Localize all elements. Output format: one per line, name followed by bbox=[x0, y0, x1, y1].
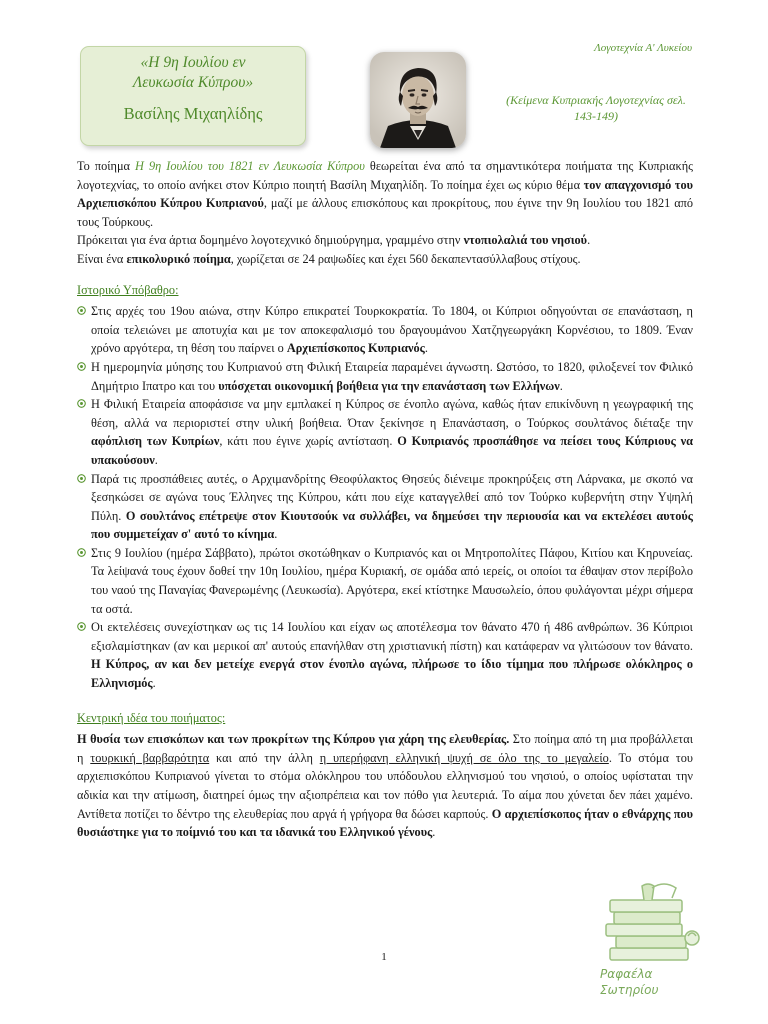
intro-paragraph-3: Είναι ένα επικολυρικό ποίημα, χωρίζεται σε 24 ραψωδίες και έχει 560 δεκαπεντασύλλαβους στίχους. bbox=[77, 251, 581, 266]
course-label: Λογοτεχνία Α' Λυκείου bbox=[594, 42, 692, 54]
intro-paragraph-2: Πρόκειται για ένα άρτια δομημένο λογοτεχνικό δημιούργημα, γραμμένο στην ντοπιολαλιά του νησιού. bbox=[77, 233, 591, 248]
title-box bbox=[80, 46, 306, 146]
poem-author: Βασίλης Μιχαηλίδης bbox=[123, 104, 263, 123]
intro-paragraph-1: Το ποίημα Η 9η Ιουλίου του 1821 εν Λευκωσία Κύπρου θεωρείται ένα από τα σημαντικότερα ποιήματα της Κυπριακής λογοτεχνίας, το οποίο ανήκει στον Κύπριο ποιητή Βασίλη Μιχαηλίδη. Το ποίημα έχει ως κύριο θέμα τον απαγχονισμό του Αρχιεπισκόπου Κύπρου Κυπριανού, μαζί με άλλους επισκόπους και προκρίτους, που έγινε την 9η Ιουλίου του 1821 από τους Τούρκους. bbox=[77, 159, 694, 229]
flower-bullet-icon bbox=[77, 622, 86, 631]
document-body bbox=[77, 157, 693, 842]
author-watermark bbox=[592, 878, 718, 1008]
watermark-name: Ραφαέλα Σωτηρίου bbox=[600, 967, 659, 997]
portrait-image bbox=[370, 52, 466, 148]
history-heading: Ιστορικό Υπόβαθρο: bbox=[77, 282, 179, 297]
flower-bullet-icon bbox=[77, 548, 86, 557]
list-item: Στις 9 Ιουλίου (ημέρα Σάββατο), πρώτοι σκοτώθηκαν ο Κυπριανός και οι Μητροπολίτες Πάφου, Κιτίου και Κηρυνείας. Τα λείψανά τους έχουν δοθεί την 10η Ιουλίου, ημέρα Κυριακή, σε ομάδα από ιερείς, οι οποίοι τα έθαψαν στον περίβολο του ναού της Παναγίας Φανερωμένης (Λευκωσία). Αργότερα, εκεί κτίστηκε Μαυσωλείο, όπου φυλάγονται μέχρι σήμερα τα οστά. bbox=[77, 544, 693, 618]
list-item: Οι εκτελέσεις συνεχίστηκαν ως τις 14 Ιουλίου και είχαν ως αποτέλεσμα τον θάνατο 470 ή 486 ανθρώπων. 36 Κύπριοι εξισλαμίστηκαν (αν και μερικοί απ' αυτούς επανήλθαν στη χριστιανική πίστη) και κατάφεραν να γλιτώσουν τον θάνατο. Η Κύπρος, αν και δεν μετείχε ενεργά στον ένοπλο αγώνα, πλήρωσε το ίδιο τίμημα που πλήρωσε ολόκληρος ο Ελληνισμός. bbox=[77, 618, 693, 692]
poem-title-line2: Λευκωσία Κύπρου» bbox=[132, 74, 254, 91]
central-idea-paragraph: Η θυσία των επισκόπων και των προκρίτων της Κύπρου για χάρη της ελευθερίας. Στο ποίημα από τη μια προβάλλεται η τουρκική βαρβαρότητα και από την άλλη η υπερήφανη ελληνική ψυχή σε όλο της το μεγαλείο. Το στόμα του αρχιεπισκόπου Κυπριανού γίνεται το στόμα ολόκληρου του υπόδουλου ελληνισμού του νησιού, ο οποίος υφίσταται την αδικία και την ατίμωση, διατηρεί όμως την αξιοπρέπεια και τον πόθο για λευτεριά. Το αίμα που χύνεται δεν πάει χαμένο. Αντίθετα ποτίζει το δέντρο της ελευθερίας που αργά ή γρήγορα θα δώσει καρπούς. Ο αρχιεπίσκοπος ήταν ο εθνάρχης που θυσιάστηκε για το ποίμνιό του και τα ιδανικά του Ελληνικού γένους. bbox=[77, 732, 693, 840]
flower-bullet-icon bbox=[77, 306, 86, 315]
list-item: Η Φιλική Εταιρεία αποφάσισε να μην εμπλακεί η Κύπρος σε ένοπλο αγώνα, καθώς ήταν επικίνδυνη η γεωγραφική της θέση, αλλά να περιοριστεί στην υλική βοήθεια. Όταν ξεκίνησε η Επανάσταση, ο Τούρκος σουλτάνος διέταξε την αφόπλιση των Κυπρίων, κάτι που έγινε χωρίς αντίσταση. Ο Κυπριανός προσπάθησε να πείσει τους Κύπριους να υπακούσουν. bbox=[77, 395, 693, 469]
list-item: Παρά τις προσπάθειες αυτές, ο Αρχιμανδρίτης Θεοφύλακτος Θησεύς διένειμε προκηρύξεις στη Λάρνακα, με σκοπό να ξεσηκώσει σε αγώνα τους Έλληνες της Κύπρου, κάτι που είχε καταγγελθεί από τον Τούρκο κυβερνήτη στην Υψηλή Πύλη. Ο σουλτάνος επέτρεψε στον Κιουτσούκ να συλλάβει, να δημεύσει την περιουσία και να εκτελέσει αυτούς που συμμετείχαν σ' αυτό το κίνημα. bbox=[77, 470, 693, 544]
textbook-reference: (Κείμενα Κυπριακής Λογοτεχνίας σελ. 143-149) bbox=[506, 93, 686, 123]
flower-bullet-icon bbox=[77, 362, 86, 371]
poem-title-line1: «Η 9η Ιουλίου εν bbox=[140, 54, 246, 71]
author-portrait bbox=[370, 52, 466, 148]
flower-bullet-icon bbox=[77, 474, 86, 483]
central-idea-heading: Κεντρική ιδέα του ποιήματος: bbox=[77, 710, 226, 725]
list-item: Η ημερομηνία μύησης του Κυπριανού στη Φιλική Εταιρεία παραμένει άγνωστη. Ωστόσο, το 1820, φιλοξενεί τον Φιλικό Δημήτριο Ιπατρο και του υπόσχεται οικονομική βοήθεια για την επανάσταση των Ελλήνων. bbox=[77, 358, 693, 395]
history-list bbox=[77, 302, 693, 692]
books-icon bbox=[592, 878, 718, 968]
flower-bullet-icon bbox=[77, 399, 86, 408]
list-item: Στις αρχές του 19ου αιώνα, στην Κύπρο επικρατεί Τουρκοκρατία. Το 1804, οι Κύπριοι οδηγούνται σε επανάσταση, η οποία τελειώνει με αποτυχία και με τον αποκεφαλισμό του δραγουμάνου Χατζηγεωργάκη Κορνέσιου, το 1809. Έναν χρόνο αργότερα, τη θέση του παίρνει ο Αρχιεπίσκοπος Κυπριανός. bbox=[77, 302, 693, 358]
page-number: 1 bbox=[381, 951, 387, 963]
poem-title-inline: Η 9η Ιουλίου του 1821 εν Λευκωσία Κύπρου bbox=[135, 159, 365, 173]
